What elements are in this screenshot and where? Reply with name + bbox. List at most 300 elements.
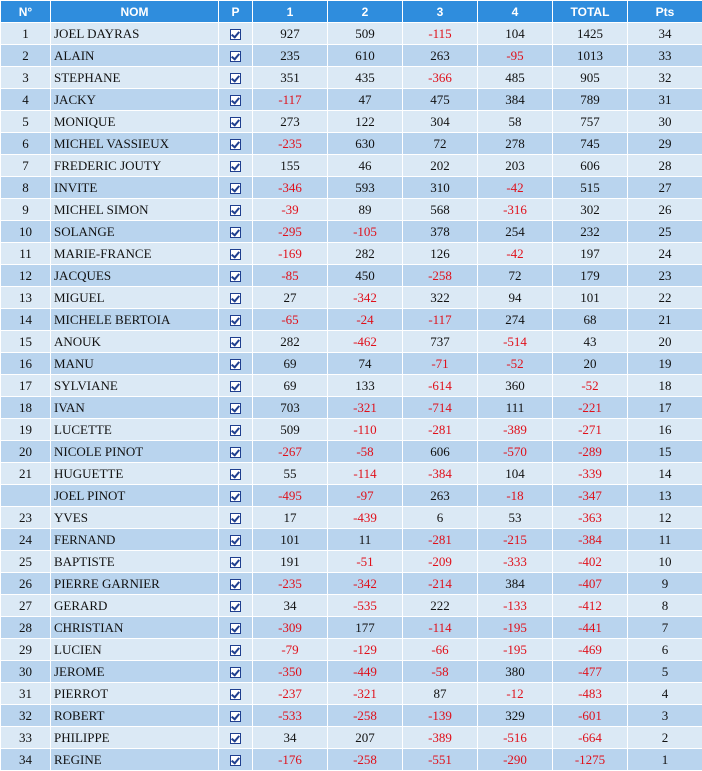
- cell-present: [219, 705, 253, 727]
- cell-name: STEPHANE: [51, 67, 219, 89]
- cell-points: 11: [628, 529, 702, 551]
- cell-round-1: 509: [253, 419, 328, 441]
- cell-name: MONIQUE: [51, 111, 219, 133]
- cell-round-1: 191: [253, 551, 328, 573]
- cell-number: 2: [1, 45, 51, 67]
- cell-round-3: 737: [403, 331, 478, 353]
- checkbox-checked-icon[interactable]: [230, 403, 241, 414]
- cell-round-3: 72: [403, 133, 478, 155]
- cell-number: 18: [1, 397, 51, 419]
- cell-number: 33: [1, 727, 51, 749]
- cell-round-2: 177: [328, 617, 403, 639]
- cell-round-4: 104: [478, 23, 553, 45]
- cell-number: 7: [1, 155, 51, 177]
- checkbox-checked-icon[interactable]: [230, 623, 241, 634]
- cell-total: 905: [553, 67, 628, 89]
- cell-number: 28: [1, 617, 51, 639]
- cell-round-4: 111: [478, 397, 553, 419]
- cell-points: 12: [628, 507, 702, 529]
- cell-name: BAPTISTE: [51, 551, 219, 573]
- checkbox-checked-icon[interactable]: [230, 117, 241, 128]
- cell-name: JOEL DAYRAS: [51, 23, 219, 45]
- table-row: [1, 309, 702, 331]
- cell-round-1: 235: [253, 45, 328, 67]
- cell-round-2: -97: [328, 485, 403, 507]
- cell-points: 27: [628, 177, 702, 199]
- checkbox-checked-icon[interactable]: [230, 293, 241, 304]
- cell-points: 25: [628, 221, 702, 243]
- cell-round-1: -85: [253, 265, 328, 287]
- cell-round-2: 122: [328, 111, 403, 133]
- cell-round-2: -462: [328, 331, 403, 353]
- cell-round-3: 568: [403, 199, 478, 221]
- cell-round-1: 101: [253, 529, 328, 551]
- checkbox-checked-icon[interactable]: [230, 315, 241, 326]
- cell-round-4: -514: [478, 331, 553, 353]
- checkbox-checked-icon[interactable]: [230, 73, 241, 84]
- table-row: [1, 111, 702, 133]
- cell-round-1: -169: [253, 243, 328, 265]
- cell-round-2: 46: [328, 155, 403, 177]
- cell-present: [219, 397, 253, 419]
- cell-name: ANOUK: [51, 331, 219, 353]
- cell-round-4: -52: [478, 353, 553, 375]
- cell-points: 17: [628, 397, 702, 419]
- checkbox-checked-icon[interactable]: [230, 667, 241, 678]
- cell-total: -347: [553, 485, 628, 507]
- cell-name: MICHEL SIMON: [51, 199, 219, 221]
- cell-present: [219, 683, 253, 705]
- cell-name: ALAIN: [51, 45, 219, 67]
- cell-present: [219, 45, 253, 67]
- cell-present: [219, 727, 253, 749]
- cell-round-1: -176: [253, 749, 328, 771]
- cell-round-1: 69: [253, 353, 328, 375]
- cell-round-3: -714: [403, 397, 478, 419]
- cell-round-2: 593: [328, 177, 403, 199]
- cell-round-2: 610: [328, 45, 403, 67]
- cell-round-1: -65: [253, 309, 328, 331]
- table-row: [1, 353, 702, 375]
- cell-present: [219, 155, 253, 177]
- cell-points: 31: [628, 89, 702, 111]
- header-round-1[interactable]: 1: [253, 1, 328, 23]
- table-row: [1, 617, 702, 639]
- header-points[interactable]: Pts: [628, 1, 702, 23]
- checkbox-checked-icon[interactable]: [230, 513, 241, 524]
- cell-present: [219, 749, 253, 771]
- cell-number: 14: [1, 309, 51, 331]
- cell-round-3: -366: [403, 67, 478, 89]
- cell-number: 24: [1, 529, 51, 551]
- table-row: [1, 67, 702, 89]
- cell-total: 197: [553, 243, 628, 265]
- cell-round-2: 47: [328, 89, 403, 111]
- cell-total: -412: [553, 595, 628, 617]
- table-row: [1, 485, 702, 507]
- cell-round-4: 53: [478, 507, 553, 529]
- table-row: [1, 573, 702, 595]
- cell-points: 19: [628, 353, 702, 375]
- cell-round-2: 11: [328, 529, 403, 551]
- cell-round-3: -384: [403, 463, 478, 485]
- cell-round-3: -281: [403, 529, 478, 551]
- cell-total: -407: [553, 573, 628, 595]
- table-row: [1, 89, 702, 111]
- cell-round-4: -42: [478, 177, 553, 199]
- cell-round-3: 310: [403, 177, 478, 199]
- cell-round-4: -133: [478, 595, 553, 617]
- checkbox-checked-icon[interactable]: [230, 139, 241, 150]
- cell-points: 21: [628, 309, 702, 331]
- cell-round-3: -281: [403, 419, 478, 441]
- header-round-4[interactable]: 4: [478, 1, 553, 23]
- cell-total: -271: [553, 419, 628, 441]
- header-round-3[interactable]: 3: [403, 1, 478, 23]
- cell-round-2: -258: [328, 705, 403, 727]
- cell-round-3: -551: [403, 749, 478, 771]
- cell-round-1: 351: [253, 67, 328, 89]
- cell-present: [219, 309, 253, 331]
- cell-present: [219, 133, 253, 155]
- cell-present: [219, 617, 253, 639]
- cell-round-3: 378: [403, 221, 478, 243]
- cell-number: 20: [1, 441, 51, 463]
- cell-present: [219, 441, 253, 463]
- cell-round-4: 329: [478, 705, 553, 727]
- cell-round-4: 274: [478, 309, 553, 331]
- cell-total: 1013: [553, 45, 628, 67]
- cell-round-1: -346: [253, 177, 328, 199]
- cell-round-3: 222: [403, 595, 478, 617]
- checkbox-checked-icon[interactable]: [230, 249, 241, 260]
- cell-round-3: -115: [403, 23, 478, 45]
- cell-name: JACKY: [51, 89, 219, 111]
- cell-present: [219, 111, 253, 133]
- cell-round-1: 703: [253, 397, 328, 419]
- cell-round-4: -290: [478, 749, 553, 771]
- checkbox-checked-icon[interactable]: [230, 469, 241, 480]
- table-row: [1, 221, 702, 243]
- cell-total: -601: [553, 705, 628, 727]
- cell-round-2: 133: [328, 375, 403, 397]
- cell-name: PIERRE GARNIER: [51, 573, 219, 595]
- checkbox-checked-icon[interactable]: [230, 183, 241, 194]
- header-row: [1, 1, 702, 23]
- checkbox-checked-icon[interactable]: [230, 733, 241, 744]
- cell-points: 5: [628, 661, 702, 683]
- cell-round-2: 509: [328, 23, 403, 45]
- cell-name: MIGUEL: [51, 287, 219, 309]
- header-present[interactable]: P: [219, 1, 253, 23]
- table-row: [1, 199, 702, 221]
- cell-total: -384: [553, 529, 628, 551]
- table-row: [1, 133, 702, 155]
- cell-name: SYLVIANE: [51, 375, 219, 397]
- cell-round-1: -350: [253, 661, 328, 683]
- checkbox-checked-icon[interactable]: [230, 491, 241, 502]
- checkbox-checked-icon[interactable]: [230, 579, 241, 590]
- cell-round-2: -51: [328, 551, 403, 573]
- cell-number: 16: [1, 353, 51, 375]
- cell-present: [219, 485, 253, 507]
- cell-round-4: -570: [478, 441, 553, 463]
- cell-round-4: 384: [478, 573, 553, 595]
- cell-round-3: -58: [403, 661, 478, 683]
- cell-points: 24: [628, 243, 702, 265]
- cell-points: 28: [628, 155, 702, 177]
- header-number[interactable]: N°: [1, 1, 51, 23]
- header-round-2[interactable]: 2: [328, 1, 403, 23]
- checkbox-checked-icon[interactable]: [230, 755, 241, 766]
- table-row: [1, 177, 702, 199]
- table-row: [1, 243, 702, 265]
- checkbox-checked-icon[interactable]: [230, 337, 241, 348]
- checkbox-checked-icon[interactable]: [230, 51, 241, 62]
- cell-name: JOEL PINOT: [51, 485, 219, 507]
- cell-total: 757: [553, 111, 628, 133]
- cell-round-1: -495: [253, 485, 328, 507]
- cell-round-2: -535: [328, 595, 403, 617]
- cell-round-3: -117: [403, 309, 478, 331]
- cell-number: 31: [1, 683, 51, 705]
- cell-round-3: 475: [403, 89, 478, 111]
- table-row: [1, 551, 702, 573]
- cell-points: 1: [628, 749, 702, 771]
- cell-round-1: 273: [253, 111, 328, 133]
- cell-points: 30: [628, 111, 702, 133]
- cell-round-3: -209: [403, 551, 478, 573]
- table-row: [1, 419, 702, 441]
- checkbox-checked-icon[interactable]: [230, 271, 241, 282]
- cell-name: IVAN: [51, 397, 219, 419]
- cell-round-2: -114: [328, 463, 403, 485]
- cell-round-1: -267: [253, 441, 328, 463]
- cell-present: [219, 221, 253, 243]
- cell-total: 745: [553, 133, 628, 155]
- cell-round-3: 606: [403, 441, 478, 463]
- cell-name: MICHELE BERTOIA: [51, 309, 219, 331]
- cell-total: 606: [553, 155, 628, 177]
- cell-round-2: -58: [328, 441, 403, 463]
- cell-present: [219, 199, 253, 221]
- table-row: [1, 441, 702, 463]
- checkbox-checked-icon[interactable]: [230, 535, 241, 546]
- table-row: [1, 507, 702, 529]
- cell-round-1: -309: [253, 617, 328, 639]
- cell-number: 13: [1, 287, 51, 309]
- checkbox-checked-icon[interactable]: [230, 95, 241, 106]
- cell-present: [219, 287, 253, 309]
- cell-total: 179: [553, 265, 628, 287]
- cell-round-3: 202: [403, 155, 478, 177]
- cell-round-3: 87: [403, 683, 478, 705]
- table-row: [1, 45, 702, 67]
- cell-present: [219, 595, 253, 617]
- cell-round-2: -110: [328, 419, 403, 441]
- cell-points: 22: [628, 287, 702, 309]
- cell-points: 8: [628, 595, 702, 617]
- cell-number: 15: [1, 331, 51, 353]
- cell-round-1: 282: [253, 331, 328, 353]
- cell-points: 6: [628, 639, 702, 661]
- cell-round-4: 72: [478, 265, 553, 287]
- cell-name: PHILIPPE: [51, 727, 219, 749]
- cell-number: 32: [1, 705, 51, 727]
- cell-name: INVITE: [51, 177, 219, 199]
- cell-round-2: -24: [328, 309, 403, 331]
- table-row: [1, 595, 702, 617]
- cell-present: [219, 177, 253, 199]
- header-total[interactable]: TOTAL: [553, 1, 628, 23]
- cell-points: 32: [628, 67, 702, 89]
- cell-name: CHRISTIAN: [51, 617, 219, 639]
- cell-round-4: 485: [478, 67, 553, 89]
- cell-total: 1425: [553, 23, 628, 45]
- cell-round-4: -42: [478, 243, 553, 265]
- cell-number: 29: [1, 639, 51, 661]
- cell-round-3: -114: [403, 617, 478, 639]
- cell-number: 1: [1, 23, 51, 45]
- cell-present: [219, 243, 253, 265]
- cell-name: JEROME: [51, 661, 219, 683]
- cell-number: 25: [1, 551, 51, 573]
- cell-round-4: -389: [478, 419, 553, 441]
- cell-points: 10: [628, 551, 702, 573]
- cell-total: -1275: [553, 749, 628, 771]
- cell-round-1: -237: [253, 683, 328, 705]
- cell-number: 11: [1, 243, 51, 265]
- cell-present: [219, 507, 253, 529]
- cell-round-2: -342: [328, 287, 403, 309]
- cell-name: REGINE: [51, 749, 219, 771]
- cell-number: 30: [1, 661, 51, 683]
- cell-total: 515: [553, 177, 628, 199]
- cell-name: SOLANGE: [51, 221, 219, 243]
- cell-name: FERNAND: [51, 529, 219, 551]
- cell-points: 3: [628, 705, 702, 727]
- cell-total: -477: [553, 661, 628, 683]
- cell-round-1: 34: [253, 595, 328, 617]
- cell-present: [219, 23, 253, 45]
- cell-round-4: 384: [478, 89, 553, 111]
- cell-points: 23: [628, 265, 702, 287]
- cell-points: 16: [628, 419, 702, 441]
- cell-round-2: -439: [328, 507, 403, 529]
- cell-round-3: -66: [403, 639, 478, 661]
- table-row: [1, 397, 702, 419]
- checkbox-checked-icon[interactable]: [230, 205, 241, 216]
- cell-round-1: 17: [253, 507, 328, 529]
- cell-number: 10: [1, 221, 51, 243]
- cell-round-2: -105: [328, 221, 403, 243]
- cell-round-2: 282: [328, 243, 403, 265]
- cell-total: -339: [553, 463, 628, 485]
- checkbox-checked-icon[interactable]: [230, 425, 241, 436]
- cell-round-4: -195: [478, 617, 553, 639]
- cell-round-2: -258: [328, 749, 403, 771]
- cell-total: -664: [553, 727, 628, 749]
- cell-points: 9: [628, 573, 702, 595]
- cell-total: -469: [553, 639, 628, 661]
- cell-points: 26: [628, 199, 702, 221]
- cell-present: [219, 419, 253, 441]
- cell-round-4: -316: [478, 199, 553, 221]
- cell-number: 9: [1, 199, 51, 221]
- table-row: [1, 155, 702, 177]
- cell-round-4: 360: [478, 375, 553, 397]
- checkbox-checked-icon[interactable]: [230, 557, 241, 568]
- table-row: [1, 265, 702, 287]
- cell-number: 6: [1, 133, 51, 155]
- cell-name: GERARD: [51, 595, 219, 617]
- table-row: [1, 375, 702, 397]
- cell-points: 33: [628, 45, 702, 67]
- cell-points: 2: [628, 727, 702, 749]
- cell-number: 17: [1, 375, 51, 397]
- cell-total: -221: [553, 397, 628, 419]
- cell-number: 34: [1, 749, 51, 771]
- checkbox-checked-icon[interactable]: [230, 381, 241, 392]
- checkbox-checked-icon[interactable]: [230, 689, 241, 700]
- cell-round-3: -139: [403, 705, 478, 727]
- cell-name: NICOLE PINOT: [51, 441, 219, 463]
- checkbox-checked-icon[interactable]: [230, 227, 241, 238]
- table-row: [1, 705, 702, 727]
- cell-round-1: -235: [253, 573, 328, 595]
- cell-total: -363: [553, 507, 628, 529]
- cell-round-4: -18: [478, 485, 553, 507]
- checkbox-checked-icon[interactable]: [230, 645, 241, 656]
- checkbox-checked-icon[interactable]: [230, 447, 241, 458]
- cell-number: 3: [1, 67, 51, 89]
- table-row: [1, 639, 702, 661]
- cell-round-1: -79: [253, 639, 328, 661]
- cell-present: [219, 375, 253, 397]
- table-row: [1, 463, 702, 485]
- cell-round-3: -71: [403, 353, 478, 375]
- cell-points: 34: [628, 23, 702, 45]
- table-row: [1, 749, 702, 771]
- cell-round-3: 6: [403, 507, 478, 529]
- cell-round-2: 630: [328, 133, 403, 155]
- cell-round-2: 435: [328, 67, 403, 89]
- cell-round-4: -215: [478, 529, 553, 551]
- cell-round-1: -235: [253, 133, 328, 155]
- cell-round-1: 927: [253, 23, 328, 45]
- cell-number: 4: [1, 89, 51, 111]
- cell-round-1: -295: [253, 221, 328, 243]
- header-name[interactable]: NOM: [51, 1, 219, 23]
- cell-number: 21: [1, 463, 51, 485]
- table-row: [1, 683, 702, 705]
- checkbox-checked-icon[interactable]: [230, 29, 241, 40]
- cell-present: [219, 265, 253, 287]
- cell-round-2: -449: [328, 661, 403, 683]
- table-row: [1, 287, 702, 309]
- checkbox-checked-icon[interactable]: [230, 601, 241, 612]
- cell-round-2: -321: [328, 397, 403, 419]
- checkbox-checked-icon[interactable]: [230, 711, 241, 722]
- cell-number: 8: [1, 177, 51, 199]
- checkbox-checked-icon[interactable]: [230, 161, 241, 172]
- cell-number: 19: [1, 419, 51, 441]
- cell-points: 29: [628, 133, 702, 155]
- checkbox-checked-icon[interactable]: [230, 359, 241, 370]
- cell-total: -52: [553, 375, 628, 397]
- cell-total: -483: [553, 683, 628, 705]
- cell-number: 23: [1, 507, 51, 529]
